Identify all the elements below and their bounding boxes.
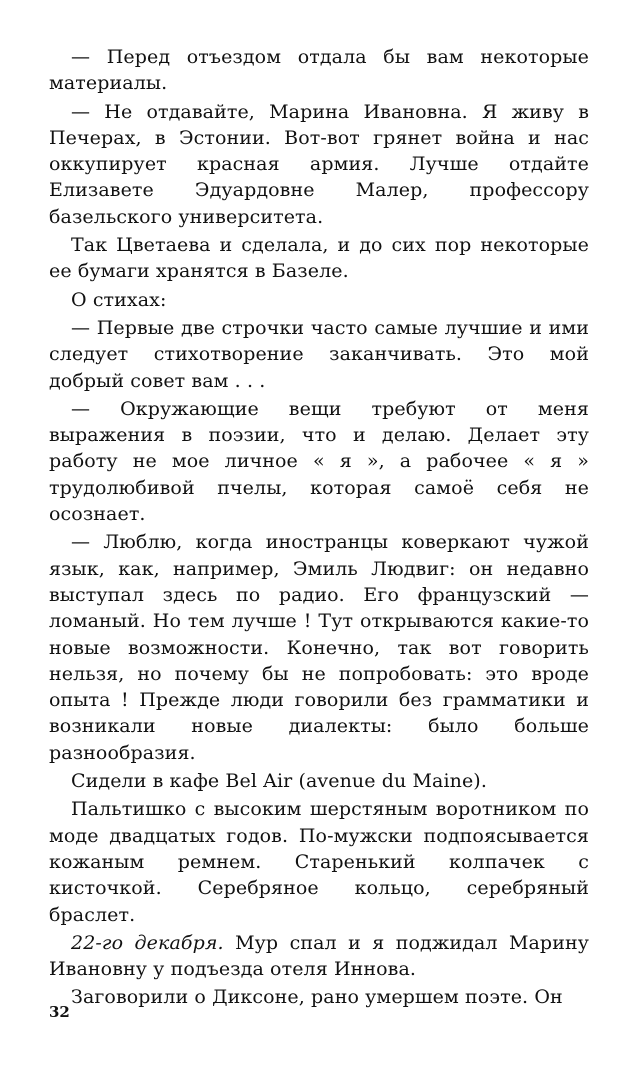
page-body: [49, 44, 589, 1013]
paragraph-dialogue-materials: [49, 44, 589, 97]
paragraph-cafe: [49, 768, 589, 794]
paragraph-text: — Окружающие вещи требуют от меня выражения в поэзии, что и делаю. Делает эту работу не мое личное « я », а рабочее « я » трудолюбивой пчелы, которая самоё себя не осознает.: [49, 397, 589, 526]
paragraph-text: О стихах:: [71, 288, 167, 311]
paragraph-text: — Перед отъездом отдала бы вам некоторые материалы.: [49, 46, 589, 95]
paragraph-text: Сидели в кафе Bel Air (avenue du Maine).: [71, 770, 487, 793]
paragraph-text: Мур спал и я поджидал Марину Ивановну у подъезда отеля Иннова.: [49, 931, 590, 981]
paragraph-clothing: [49, 796, 589, 927]
diary-date: 22-го декабря.: [71, 931, 224, 954]
paragraph-dialogue-reply: [49, 99, 589, 230]
paragraph-narrative-basel: [49, 232, 589, 285]
paragraph-advice: [49, 315, 589, 394]
page-number: 32: [49, 1003, 70, 1021]
paragraph-text: Заговорили о Диксоне, рано умершем поэте. Он: [71, 986, 563, 1009]
paragraph-text: — Люблю, когда иностранцы коверкают чужой язык, как, например, Эмиль Людвиг: он недавно выступал здесь по радио. Его французский — ломаный. Но тем лучше ! Тут открываются какие-то новые возможности. Конечно, так вот говорить нельзя, но почему бы не попробовать: это вроде опыта ! Прежде люди говорили без грамматики и возникали новые диалекты: было больше разнообразия.: [49, 531, 589, 764]
paragraph-text: — Первые две строчки часто самые лучшие и ими следует стихотворение заканчивать. Это мой добрый совет вам . . .: [49, 316, 589, 392]
paragraph-text: — Не отдавайте, Марина Ивановна. Я живу в Печерах, в Эстонии. Вот-вот грянет война и нас оккупирует красная армия. Лучше отдайте Елизавете Эдуардовне Малер, профессору базельского университета.: [49, 100, 589, 228]
paragraph-about-poems: [49, 287, 589, 313]
paragraph-text: Пальтишко с высоким шерстяным воротником по моде двадцатых годов. По-мужски подпоясывается кожаным ремнем. Старенький колпачек с кисточкой. Серебряное кольцо, серебряный браслет.: [49, 798, 589, 926]
paragraph-surroundings: [49, 396, 589, 527]
paragraph-diary-entry: [49, 930, 589, 983]
paragraph-dixon: [49, 984, 589, 1010]
paragraph-foreigners: [49, 529, 589, 766]
paragraph-text: Так Цветаева и сделала, и до сих пор некоторые ее бумаги хранятся в Базеле.: [49, 234, 589, 283]
